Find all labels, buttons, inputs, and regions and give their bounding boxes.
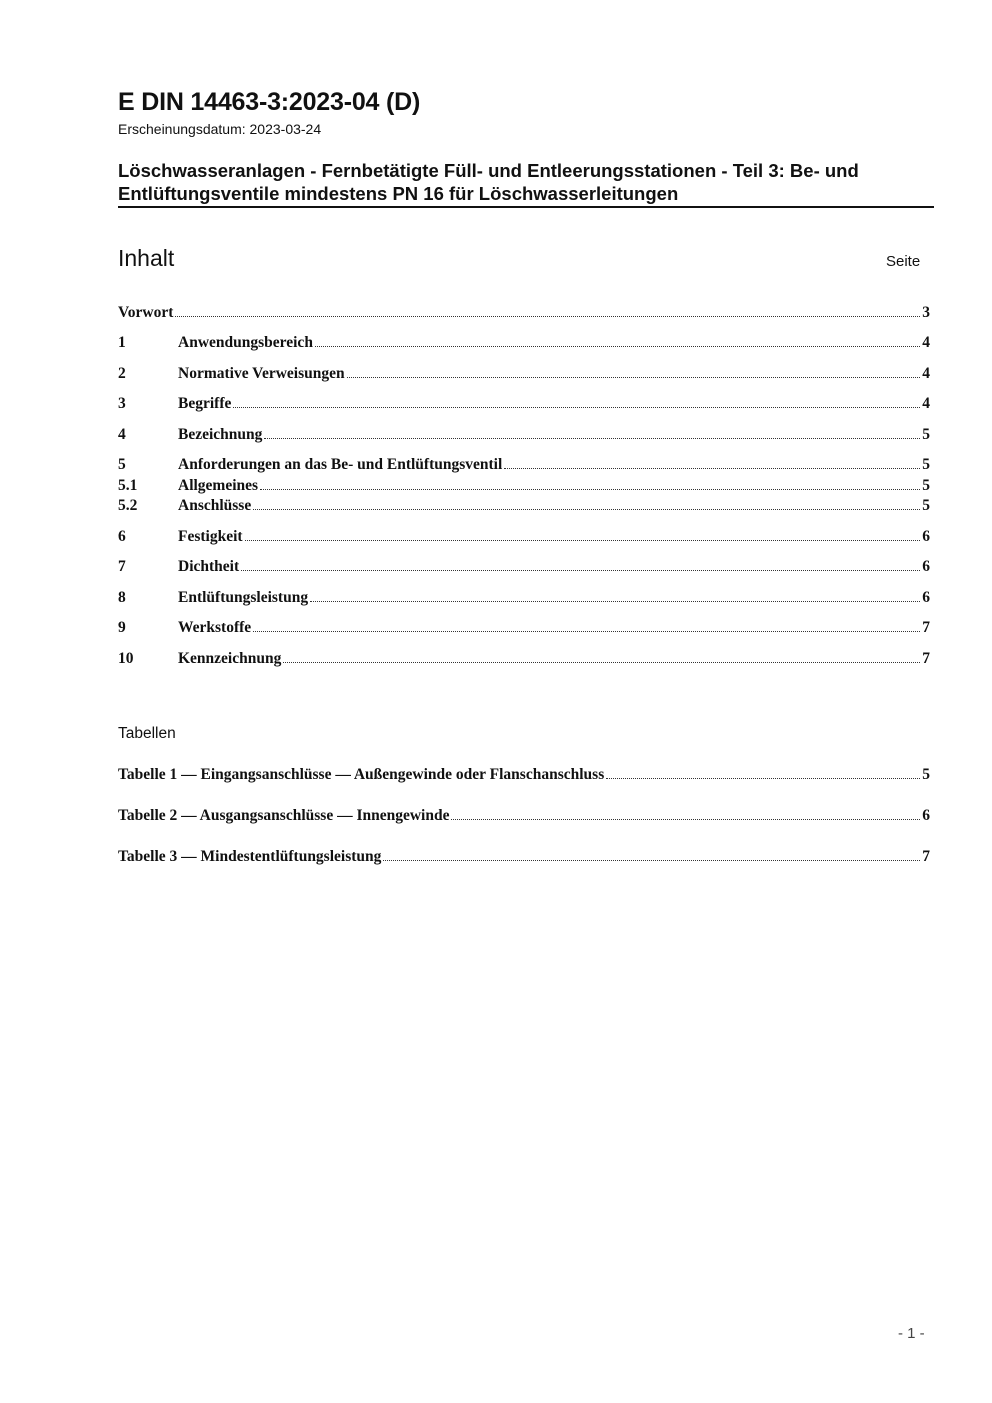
toc-entry-page: 5 <box>922 456 930 473</box>
tables-heading: Tabellen <box>118 725 176 742</box>
table-list-entry-page: 5 <box>922 766 930 783</box>
toc-entry-number: 10 <box>118 650 134 667</box>
toc-heading: Inhalt <box>118 245 175 271</box>
toc-entry-page: 6 <box>922 558 930 575</box>
toc-leader-dots <box>504 454 920 469</box>
toc-entry-number: 5.1 <box>118 477 138 494</box>
toc-entry[interactable] <box>118 424 930 444</box>
toc-entry-number: 9 <box>118 619 126 636</box>
table-list-entry-page: 6 <box>922 807 930 824</box>
document-title-line-2: Entlüftungsventile mindestens PN 16 für Löschwasserleitungen <box>118 183 679 204</box>
toc-entry-page: 3 <box>922 304 930 321</box>
toc-leader-dots <box>315 332 920 347</box>
toc-leader-dots <box>253 617 920 632</box>
table-list-entry-label: Tabelle 2 — Ausgangsanschlüsse — Innengewinde <box>118 807 450 824</box>
toc-entry-label: Begriffe <box>178 395 232 412</box>
toc-entry[interactable] <box>118 648 930 668</box>
page-number: - 1 - <box>898 1325 925 1342</box>
page-column-label: Seite <box>886 253 921 270</box>
toc-leader-dots <box>260 475 920 490</box>
toc-entry-page: 4 <box>922 334 930 351</box>
toc-leader-dots <box>310 587 920 602</box>
toc-entry-number: 3 <box>118 395 126 412</box>
toc-entry-page: 5 <box>922 426 930 443</box>
toc-leader-dots <box>264 424 920 439</box>
toc-entry-page: 6 <box>922 528 930 545</box>
toc-entry-number: 5.2 <box>118 497 138 514</box>
toc-entry-number: 5 <box>118 456 126 473</box>
toc-entry-page: 7 <box>922 650 930 667</box>
toc-leader-dots <box>245 526 921 541</box>
toc-entry-page: 5 <box>922 497 930 514</box>
table-list-entry-page: 7 <box>922 848 930 865</box>
toc-entry-label: Bezeichnung <box>178 426 263 443</box>
toc-entry[interactable] <box>118 556 930 576</box>
toc-entry-number: 6 <box>118 528 126 545</box>
table-list-entry-label: Tabelle 1 — Eingangsanschlüsse — Außengewinde oder Flanschanschluss <box>118 766 605 783</box>
toc-entry[interactable] <box>118 393 930 413</box>
toc-entry[interactable] <box>118 495 930 515</box>
toc-entry-number: 1 <box>118 334 126 351</box>
toc-entry-label: Allgemeines <box>178 477 259 494</box>
toc-entry-number: 4 <box>118 426 126 443</box>
toc-entry[interactable] <box>118 363 930 383</box>
table-list-leader-dots <box>383 846 920 861</box>
table-list-entry[interactable] <box>118 846 930 866</box>
toc-entry-label: Normative Verweisungen <box>178 365 345 382</box>
toc-entry[interactable] <box>118 332 930 352</box>
toc-entry-label: Anforderungen an das Be- und Entlüftungsventil <box>178 456 503 473</box>
toc-entry-label: Festigkeit <box>178 528 243 545</box>
toc-entry-label: Kennzeichnung <box>178 650 282 667</box>
toc-entry-page: 7 <box>922 619 930 636</box>
toc-entry-label: Vorwort <box>118 304 174 321</box>
table-list-leader-dots <box>451 805 920 820</box>
toc-entry[interactable] <box>118 587 930 607</box>
toc-entry-label: Dichtheit <box>178 558 240 575</box>
toc-entry[interactable] <box>118 302 930 322</box>
toc-entry-page: 4 <box>922 395 930 412</box>
toc-entry-number: 8 <box>118 589 126 606</box>
toc-entry[interactable] <box>118 617 930 637</box>
document-id: E DIN 14463-3:2023-04 (D) <box>118 88 421 116</box>
table-list-entry-label: Tabelle 3 — Mindestentlüftungsleistung <box>118 848 382 865</box>
toc-entry[interactable] <box>118 526 930 546</box>
toc-leader-dots <box>253 495 920 510</box>
toc-leader-dots <box>241 556 920 571</box>
toc-entry-page: 6 <box>922 589 930 606</box>
toc-leader-dots <box>283 648 920 663</box>
toc-entry-page: 5 <box>922 477 930 494</box>
toc-leader-dots <box>347 363 921 378</box>
publication-date: Erscheinungsdatum: 2023-03-24 <box>118 121 322 137</box>
toc-entry[interactable] <box>118 475 930 495</box>
table-list-entry[interactable] <box>118 805 930 825</box>
table-list-entry[interactable] <box>118 764 930 784</box>
toc-entry-label: Entlüftungsleistung <box>178 589 309 606</box>
toc-entry-number: 7 <box>118 558 126 575</box>
toc-entry-label: Anwendungsbereich <box>178 334 313 351</box>
toc-entry-page: 4 <box>922 365 930 382</box>
toc-entry-label: Anschlüsse <box>178 497 252 514</box>
toc-entry[interactable] <box>118 454 930 474</box>
toc-entry-number: 2 <box>118 365 126 382</box>
document-title <box>118 159 934 208</box>
table-list-leader-dots <box>606 764 920 779</box>
toc-entry-label: Werkstoffe <box>178 619 252 636</box>
document-title-line-1: Löschwasseranlagen - Fernbetätigte Füll- und Entleerungsstationen - Teil 3: Be- und <box>118 160 859 181</box>
toc-leader-dots <box>233 393 920 408</box>
toc-leader-dots <box>175 302 920 317</box>
